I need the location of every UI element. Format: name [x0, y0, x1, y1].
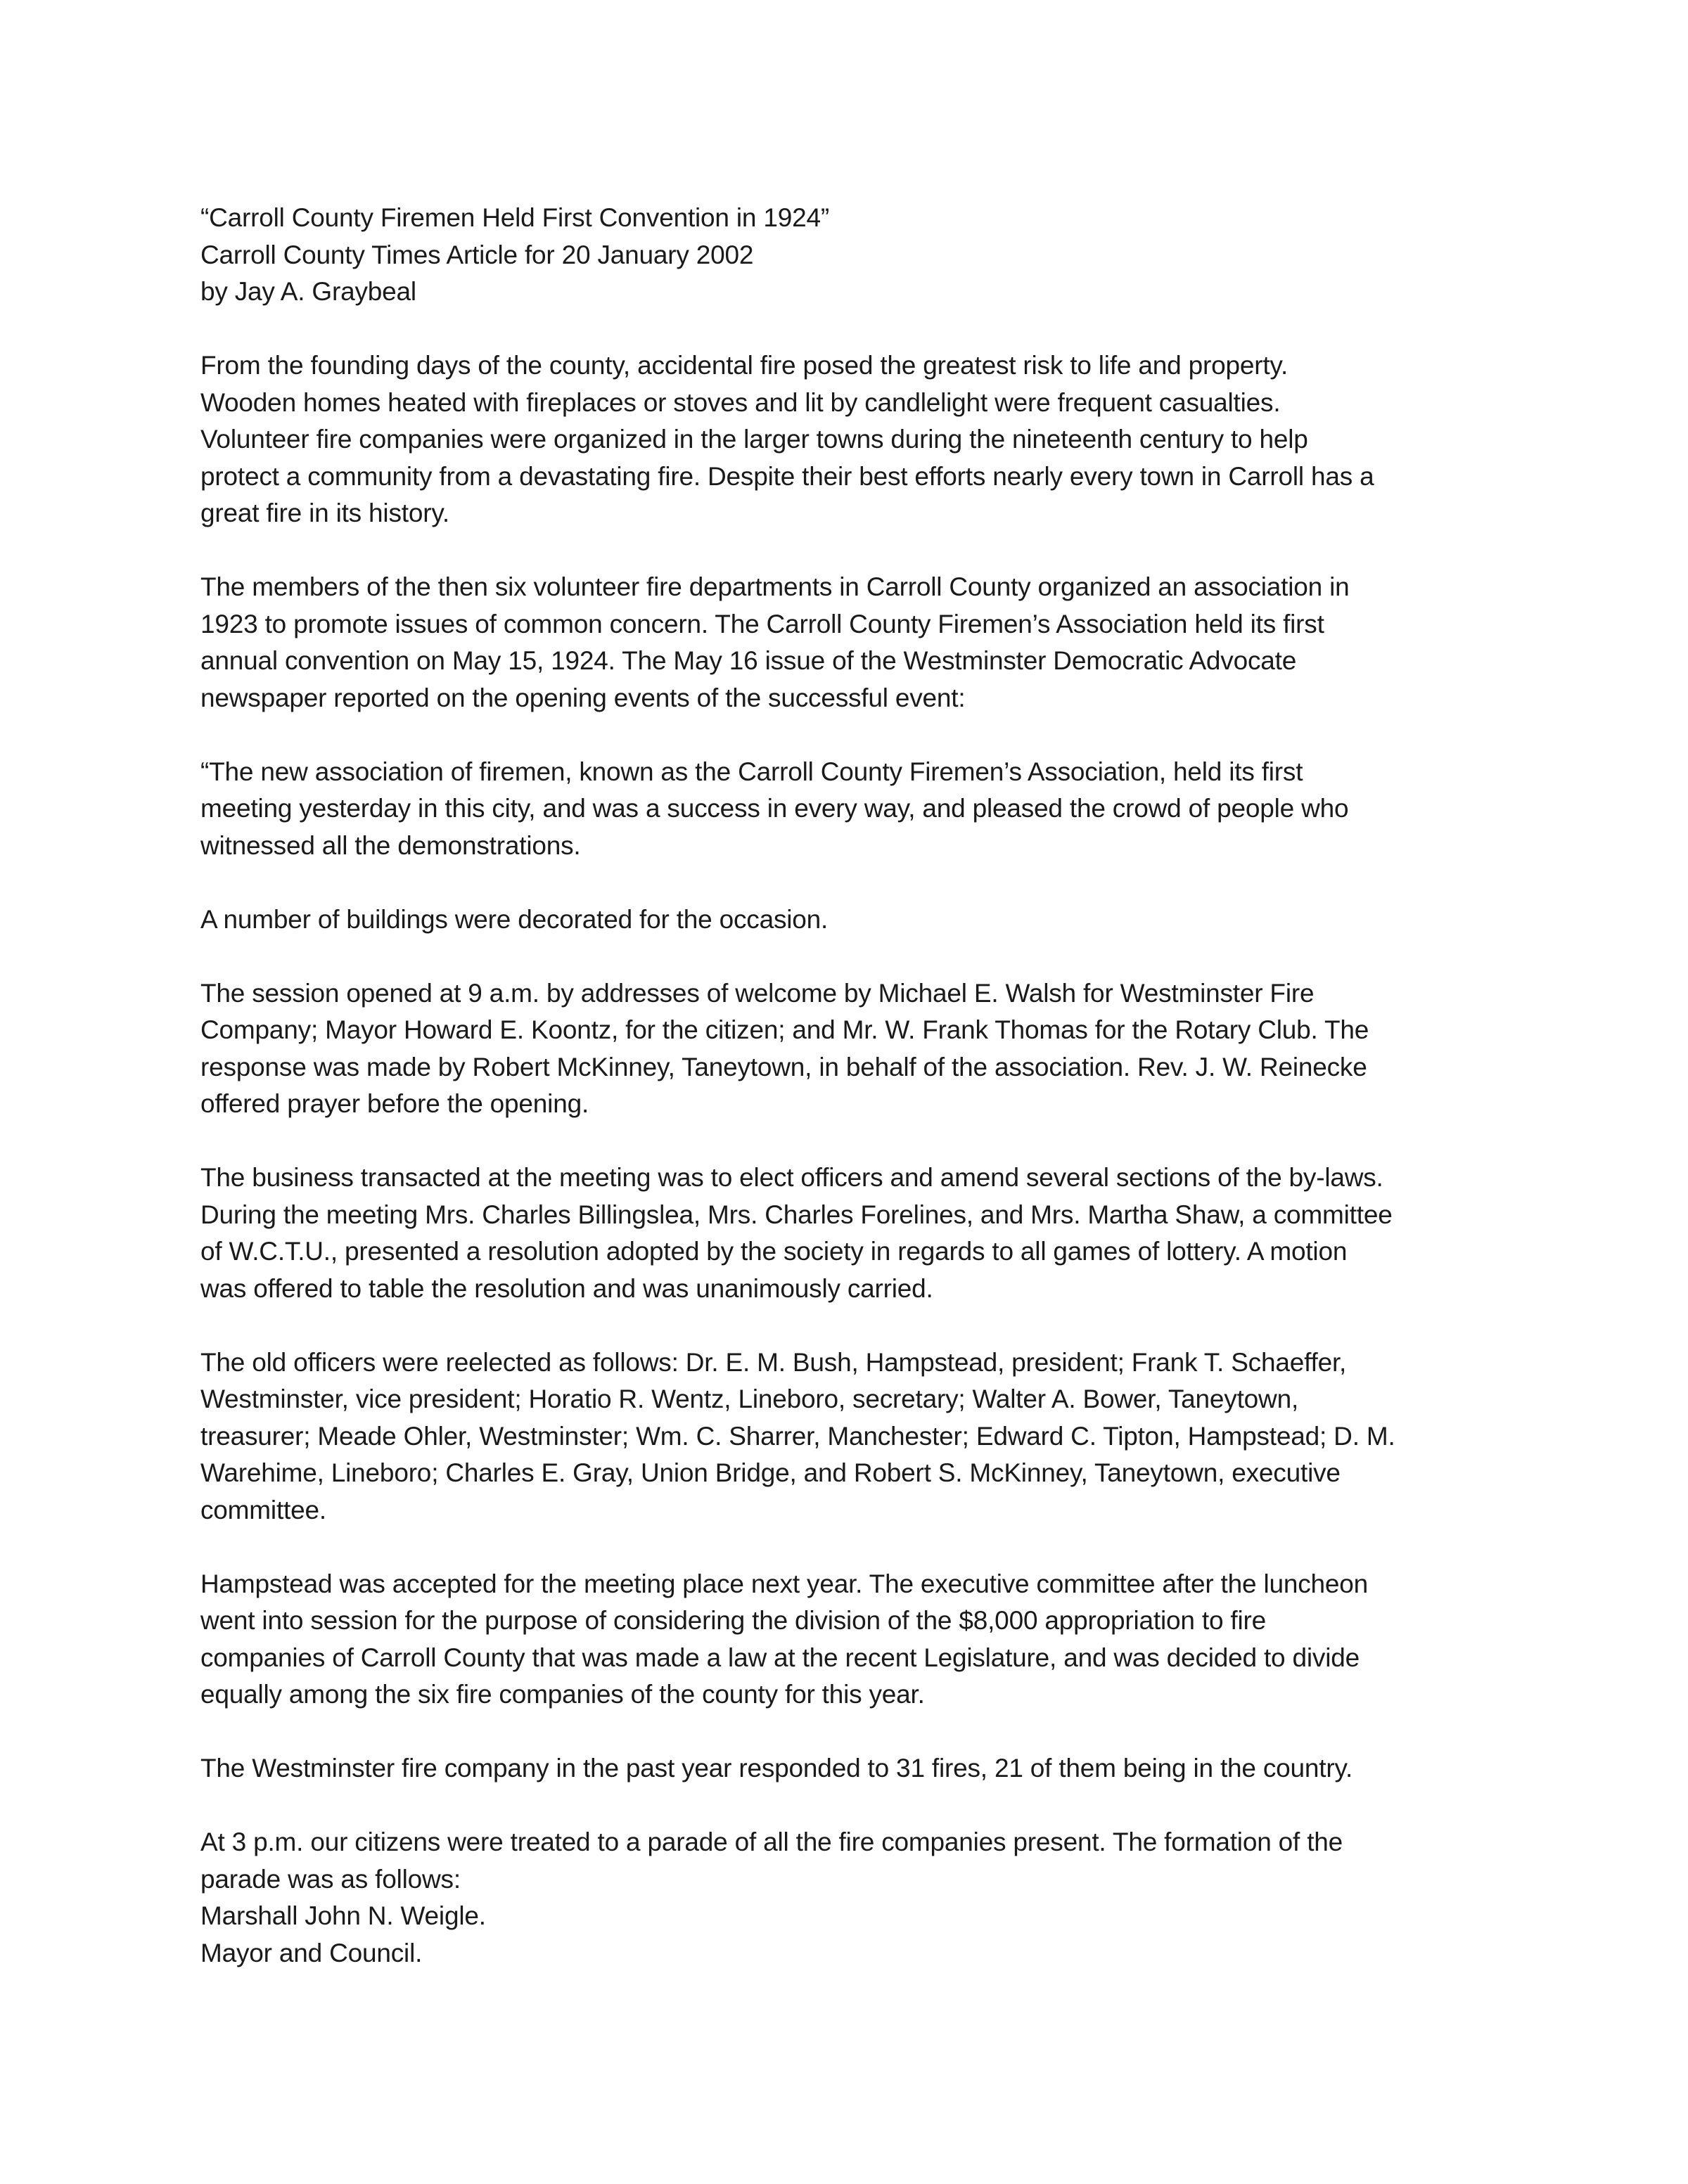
paragraph-line: The old officers were reelected as follows: Dr. E. M. Bush, Hampstead, president; Frank T. Schaeffer, — [200, 1347, 1347, 1377]
paragraph-line: newspaper reported on the opening events of the successful event: — [200, 683, 966, 712]
paragraph-line: was offered to table the resolution and was unanimously carried. — [200, 1273, 933, 1303]
article-paragraphs — [200, 311, 1509, 1972]
paragraph-line: The session opened at 9 a.m. by addresses of welcome by Michael E. Walsh for Westminster Fire — [200, 978, 1315, 1008]
article-source: Carroll County Times Article for 20 January 2002 — [200, 240, 754, 269]
paragraph-line: meeting yesterday in this city, and was a success in every way, and pleased the crowd of people who — [200, 794, 1349, 823]
paragraph-line: Wooden homes heated with fireplaces or stoves and lit by candlelight were frequent casualties. — [200, 387, 1281, 417]
paragraph-spacer — [200, 532, 1509, 570]
paragraph-line: Company; Mayor Howard E. Koontz, for the citizen; and Mr. W. Frank Thomas for the Rotary Club. The — [200, 1015, 1369, 1044]
paragraph-spacer — [200, 1123, 1509, 1160]
article-header — [200, 200, 1509, 311]
paragraph-spacer — [200, 717, 1509, 754]
article-byline: by Jay A. Graybeal — [200, 277, 416, 306]
paragraph-line: Westminster, vice president; Horatio R. Wentz, Lineboro, secretary; Walter A. Bower, Taneytown, — [200, 1385, 1299, 1413]
paragraph-line: witnessed all the demonstrations. — [200, 830, 581, 860]
article-title: “Carroll County Firemen Held First Convention in 1924” — [200, 203, 830, 232]
paragraph-line: companies of Carroll County that was made a law at the recent Legislature, and was decided to divide — [200, 1643, 1360, 1672]
paragraph-line: committee. — [200, 1495, 326, 1524]
paragraph-line: At 3 p.m. our citizens were treated to a parade of all the fire companies present. The formation of the — [200, 1828, 1343, 1856]
paragraph-spacer — [200, 1787, 1509, 1825]
paragraph-line: A number of buildings were decorated for the occasion. — [200, 904, 829, 934]
paragraph-line: went into session for the purpose of considering the division of the $8,000 appropriation to fire — [200, 1606, 1266, 1635]
paragraph — [200, 1750, 1509, 1787]
paragraph — [200, 347, 1509, 532]
paragraph — [200, 975, 1509, 1123]
paragraph-line: parade was as follows: — [200, 1864, 461, 1894]
article-body — [200, 200, 1509, 1972]
paragraph-line: The members of the then six volunteer fire departments in Carroll County organized an association in — [200, 572, 1350, 601]
paragraph — [200, 569, 1509, 717]
paragraph-line: The Westminster fire company in the past year responded to 31 fires, 21 of them being in the country. — [200, 1754, 1353, 1782]
paragraph-line: Hampstead was accepted for the meeting place next year. The executive committee after the luncheon — [200, 1569, 1369, 1598]
paragraph — [200, 754, 1509, 865]
paragraph-line: Warehime, Lineboro; Charles E. Gray, Union Bridge, and Robert S. McKinney, Taneytown, executive — [200, 1458, 1341, 1487]
paragraph-line: From the founding days of the county, accidental fire posed the greatest risk to life and property. — [200, 351, 1289, 380]
paragraph — [200, 1344, 1509, 1529]
paragraph-spacer — [200, 1307, 1509, 1344]
paragraph-line: annual convention on May 15, 1924. The May 16 issue of the Westminster Democratic Advocate — [200, 646, 1297, 675]
paragraph-line: The business transacted at the meeting was to elect officers and amend several sections of the by-laws. — [200, 1163, 1383, 1192]
paragraph-line: Mayor and Council. — [200, 1938, 423, 1967]
paragraph-line: Volunteer fire companies were organized in the larger towns during the nineteenth century to help — [200, 425, 1308, 454]
paragraph-line: response was made by Robert McKinney, Taneytown, in behalf of the association. Rev. J. W. Reinecke — [200, 1052, 1367, 1081]
paragraph-spacer — [200, 864, 1509, 901]
paragraph-line: offered prayer before the opening. — [200, 1089, 589, 1118]
paragraph-line: “The new association of firemen, known as the Carroll County Firemen’s Association, held its first — [200, 757, 1303, 786]
paragraph-line: treasurer; Meade Ohler, Westminster; Wm. C. Sharrer, Manchester; Edward C. Tipton, Hampstead; D. M. — [200, 1421, 1395, 1451]
paragraph-line: equally among the six fire companies of the county for this year. — [200, 1680, 925, 1709]
paragraph-spacer — [200, 938, 1509, 975]
paragraph-line: Marshall John N. Weigle. — [200, 1901, 486, 1930]
paragraph-line: 1923 to promote issues of common concern. The Carroll County Firemen’s Association held its first — [200, 609, 1324, 638]
paragraph-line: protect a community from a devastating fire. Despite their best efforts nearly every town in Carroll has a — [200, 461, 1374, 491]
paragraph-line: of W.C.T.U., presented a resolution adopted by the society in regards to all games of lottery. A motion — [200, 1237, 1348, 1266]
paragraph-line: During the meeting Mrs. Charles Billingslea, Mrs. Charles Forelines, and Mrs. Martha Shaw, a committee — [200, 1200, 1393, 1229]
paragraph-spacer — [200, 1529, 1509, 1566]
paragraph — [200, 1160, 1509, 1307]
paragraph — [200, 901, 1509, 939]
paragraph — [200, 1566, 1509, 1714]
paragraph-spacer — [200, 1714, 1509, 1751]
paragraph-spacer — [200, 311, 1509, 348]
paragraph-line: great fire in its history. — [200, 499, 449, 527]
paragraph — [200, 1824, 1509, 1972]
